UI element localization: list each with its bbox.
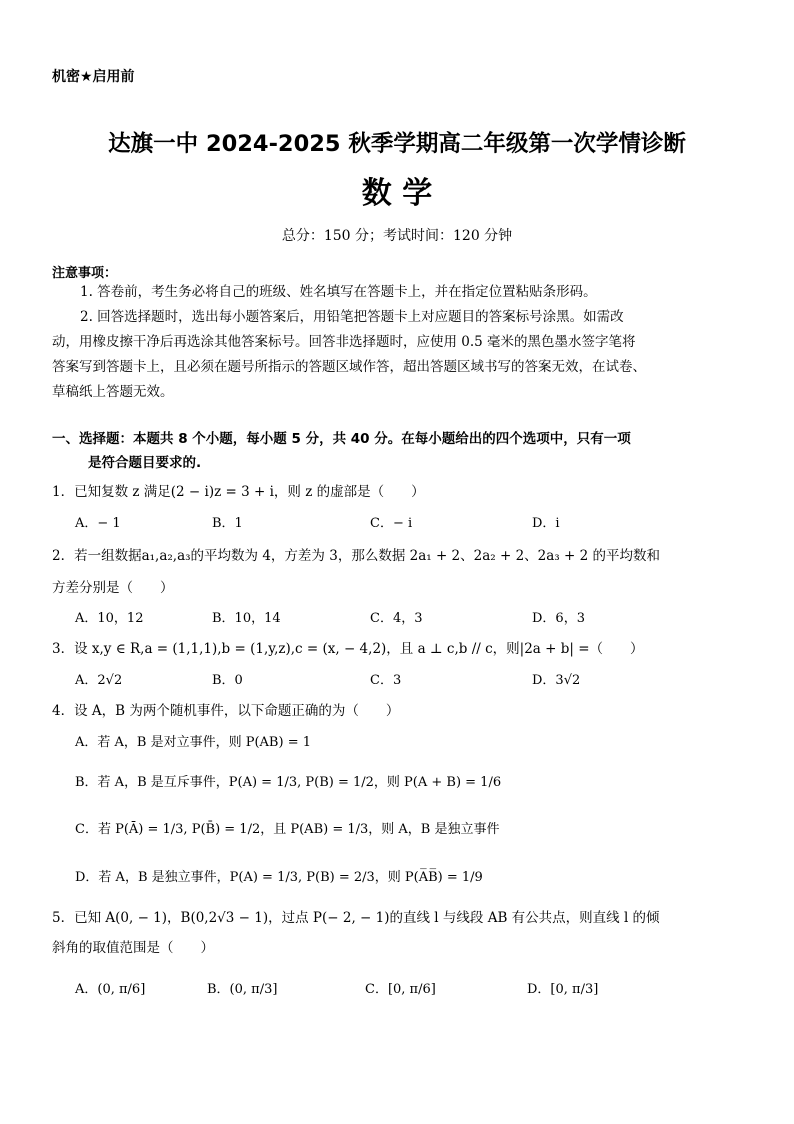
question-1-stem: 1．已知复数 z 满足(2 − i)z = 3 + i，则 z 的虚部是（ ） <box>52 484 425 500</box>
question-1-option-b: B．1 <box>212 516 243 531</box>
question-5-option-d: D．[0, π/3] <box>527 982 599 997</box>
question-5-stem-cont: 斜角的取值范围是（ ） <box>52 940 214 956</box>
notes-title: 注意事项： <box>52 266 118 281</box>
note-line-2c: 答案写到答题卡上，且必须在题号所指示的答题区域作答，超出答题区域书写的答案无效，在试卷、 <box>52 359 646 375</box>
note-line-2a: 2. 回答选择题时，选出每小题答案后，用铅笔把答题卡上对应题目的答案标号涂黑。如需改 <box>80 309 624 325</box>
question-3-option-b: B．0 <box>212 673 243 688</box>
subject-title: 数 学 <box>361 176 433 211</box>
question-3-stem: 3．设 x,y ∈ R,a = (1,1,1),b = (1,y,z),c = (x, − 4,2)，且 a ⊥ c,b // c，则|2a + b| =（ ） <box>52 641 644 657</box>
score-time-line: 总分：150 分；考试时间：120 分钟 <box>281 228 513 244</box>
note-line-2b: 动，用橡皮擦干净后再选涂其他答案标号。回答非选择题时，应使用 0.5 毫米的黑色墨水签字笔将 <box>52 334 636 350</box>
question-2-option-c: C．4，3 <box>370 611 423 626</box>
confidential-label: 机密★启用前 <box>52 69 135 85</box>
question-2-option-b: B．10，14 <box>212 611 281 626</box>
question-4-option-c: C．若 P(Ā) = 1/3, P(B̄) = 1/2，且 P(AB) = 1/3，则 A，B 是独立事件 <box>75 822 500 837</box>
section-heading: 一、选择题：本题共 8 个小题，每小题 5 分，共 40 分。在每小题给出的四个选项中，只有一项 <box>52 431 631 447</box>
question-4-option-a: A．若 A，B 是对立事件，则 P(AB) = 1 <box>75 735 311 750</box>
question-5-option-c: C．[0, π/6] <box>365 982 436 997</box>
question-1-option-a: A．− 1 <box>75 516 121 531</box>
section-heading-cont: 是符合题目要求的. <box>88 455 202 471</box>
question-5-option-b: B．(0, π/3] <box>207 982 278 997</box>
question-4-option-b: B．若 A，B 是互斥事件，P(A) = 1/3, P(B) = 1/2，则 P(A + B) = 1/6 <box>75 775 502 790</box>
note-line-1: 1. 答卷前，考生务必将自己的班级、姓名填写在答题卡上，并在指定位置粘贴条形码。 <box>80 284 597 300</box>
exam-title: 达旗一中 2024-2025 秋季学期高二年级第一次学情诊断 <box>108 131 686 157</box>
question-2-option-a: A．10，12 <box>75 611 144 626</box>
question-4-option-d: D．若 A，B 是独立事件，P(A) = 1/3, P(B) = 2/3，则 P(A̅B̅) = 1/9 <box>75 870 483 885</box>
question-5-option-a: A．(0, π/6] <box>75 982 146 997</box>
note-line-2d: 草稿纸上答题无效。 <box>52 384 174 400</box>
question-4-stem: 4．设 A，B 为两个随机事件，以下命题正确的为（ ） <box>52 703 400 719</box>
question-3-option-c: C．3 <box>370 673 402 688</box>
question-3-option-d: D．3√2 <box>532 673 581 688</box>
question-5-stem: 5．已知 A(0, − 1)，B(0,2√3 − 1)，过点 P(− 2, − 1)的直线 l 与线段 AB 有公共点，则直线 l 的倾 <box>52 910 660 926</box>
question-1-option-d: D．i <box>532 516 560 531</box>
question-2-stem: 2．若一组数据a₁,a₂,a₃的平均数为 4，方差为 3，那么数据 2a₁ + 2、2a₂ + 2、2a₃ + 2 的平均数和 <box>52 548 660 564</box>
question-2-stem-cont: 方差分别是（ ） <box>52 580 174 596</box>
question-1-option-c: C．− i <box>370 516 413 531</box>
question-2-option-d: D．6，3 <box>532 611 585 626</box>
question-3-option-a: A．2√2 <box>75 673 123 688</box>
